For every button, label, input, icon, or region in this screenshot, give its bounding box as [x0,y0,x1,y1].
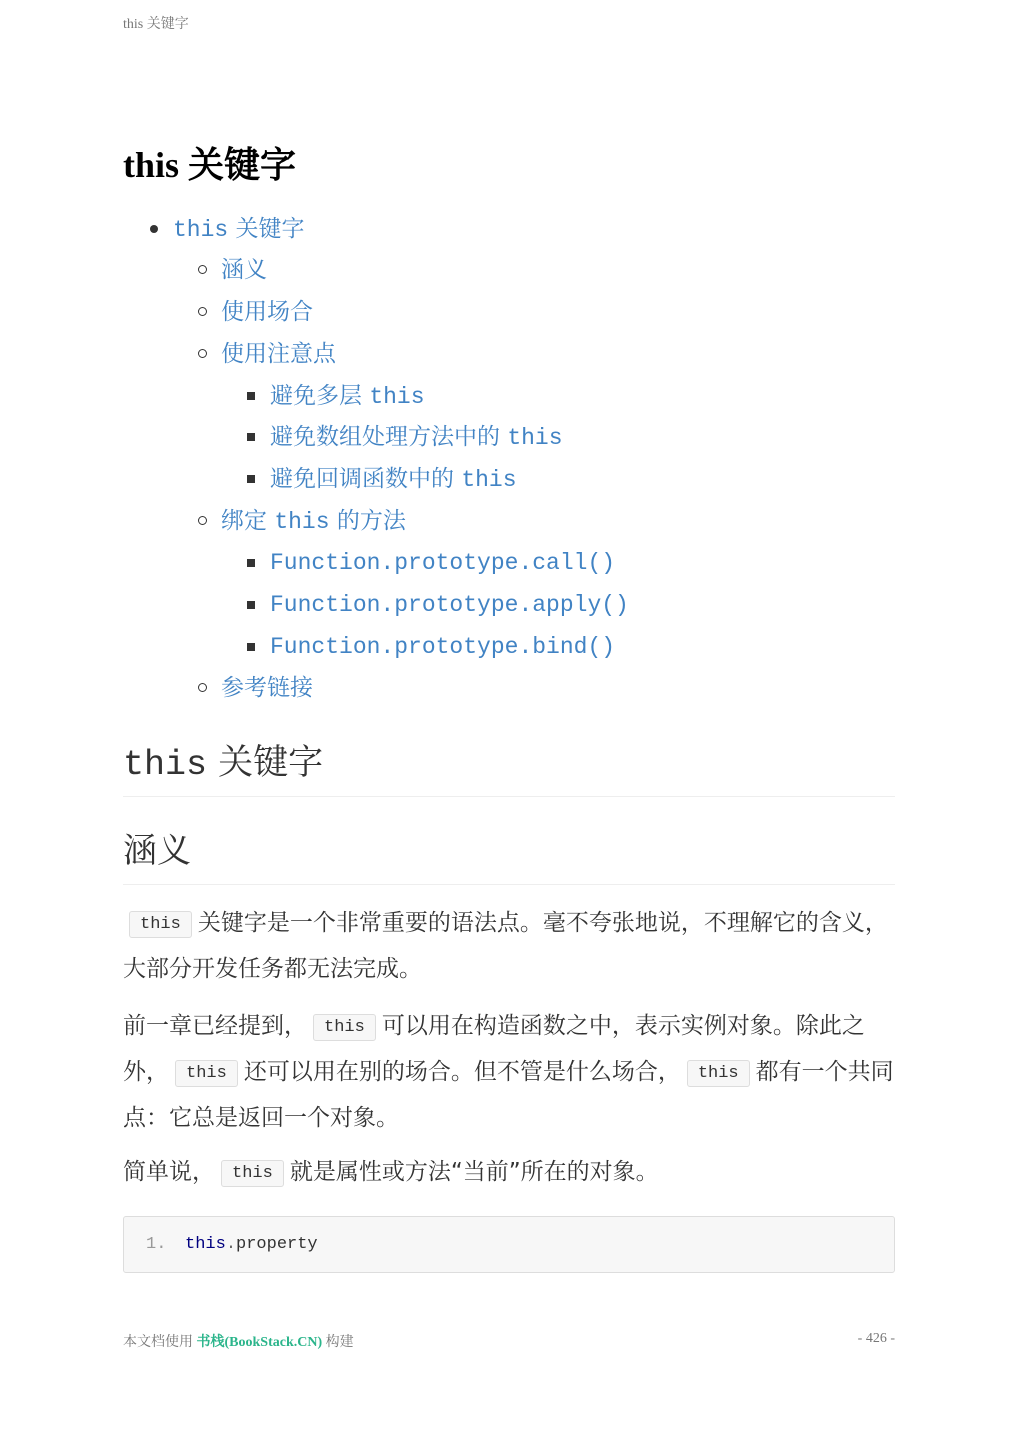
toc-link-this-keyword[interactable]: this 关键字 [173,216,305,243]
toc-link-avoid-array[interactable]: 避免数组处理方法中的 this [270,424,563,451]
toc-link-usage[interactable]: 使用场合 [221,299,313,325]
square-bullet [247,643,255,651]
circle-bullet [198,265,207,274]
square-bullet [247,601,255,609]
toc-link-apply[interactable]: Function.prototype.apply() [270,592,629,618]
square-bullet [247,559,255,567]
page-number: - 426 - [857,1331,895,1346]
footer-credit: 本文档使用 书栈(BookStack.CN) 构建 [123,1335,354,1350]
running-header: this 关键字 [123,17,189,32]
paragraph-intro: this 关键字是一个非常重要的语法点。毫不夸张地说，不理解它的含义，大部分开发任务都无法完成。 [123,910,888,982]
paragraph-previous-chapter: 前一章已经提到， this 可以用在构造函数之中，表示实例对象。除此之外， this 还可以用在别的场合。但不管是什么场合， this 都有一个共同点：它总是返回一个对象。 [123,1013,894,1131]
toc-link-meaning[interactable]: 涵义 [221,257,267,283]
section-heading-meaning: 涵义 [123,826,895,885]
circle-bullet [198,516,207,525]
toc-link-bind-this[interactable]: 绑定 this 的方法 [221,508,406,535]
toc-link-bind-fn[interactable]: Function.prototype.bind() [270,634,616,660]
square-bullet [247,392,255,400]
inline-code: this [313,1014,376,1041]
code-block [123,1216,895,1273]
toc-link-avoid-nested[interactable]: 避免多层 this [270,383,425,410]
title-rest: 关键字 [188,145,297,185]
inline-code: this [129,911,192,938]
bookstack-link[interactable]: 书栈(BookStack.CN) [196,1335,323,1350]
document-title [123,140,296,190]
line-number: 1. [146,1235,167,1254]
section-heading-this-keyword: this 关键字 [123,738,895,797]
circle-bullet [198,349,207,358]
code-line: this.property [185,1235,318,1254]
toc-link-call[interactable]: Function.prototype.call() [270,550,616,576]
toc-link-refs[interactable]: 参考链接 [221,675,313,701]
square-bullet [247,475,255,483]
inline-code: this [687,1060,750,1087]
toc-link-notes[interactable]: 使用注意点 [221,341,336,367]
inline-code: this [175,1060,238,1087]
toc-link-avoid-callback[interactable]: 避免回调函数中的 this [270,466,517,493]
title-word: this [123,145,180,185]
paragraph-summary: 简单说， this 就是属性或方法“当前”所在的对象。 [123,1159,659,1185]
circle-bullet [198,307,207,316]
square-bullet [247,433,255,441]
inline-code: this [221,1160,284,1187]
circle-bullet [198,683,207,692]
disc-bullet [150,225,158,233]
